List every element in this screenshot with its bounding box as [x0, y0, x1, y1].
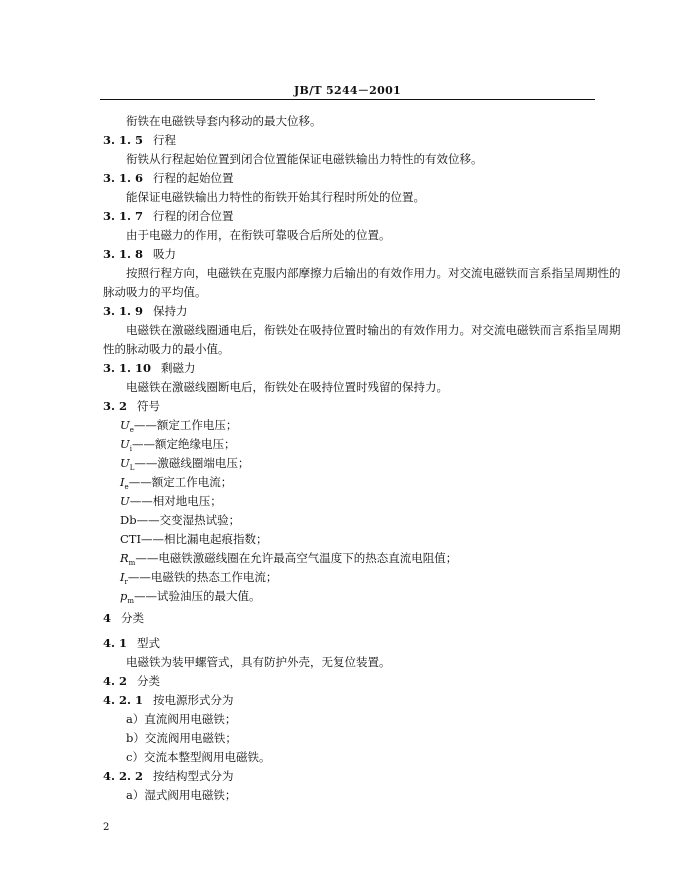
- section-title: 吸力: [153, 247, 177, 261]
- paragraph-line: 按照行程方向，电磁铁在克服内部摩擦力后输出的有效作用力。对交流电磁铁而言系指呈周期性的: [126, 266, 621, 280]
- symbol-description: ——电磁铁的热态工作电流；: [127, 570, 278, 584]
- header-rule: [100, 99, 595, 100]
- paragraph-line: 脉动吸力的平均值。: [103, 285, 207, 299]
- document-header: JB/T 5244－2001: [294, 84, 401, 97]
- section-number: 3. 1. 6: [103, 171, 144, 185]
- symbol-subscript: r: [124, 578, 128, 586]
- paragraph-line: 能保证电磁铁输出力特性的衔铁开始其行程时所处的位置。: [126, 190, 425, 204]
- section-number: 4: [103, 611, 112, 625]
- symbol-description: ——相比漏电起痕指数；: [141, 532, 268, 546]
- paragraph-line: 衔铁从行程起始位置到闭合位置能保证电磁铁输出力特性的有效位移。: [126, 152, 483, 166]
- list-item: b）交流阀用电磁铁；: [126, 731, 237, 745]
- symbol-description: ——交变湿热试验；: [136, 513, 241, 527]
- symbol-description: ——电磁铁激磁线圈在允许最高空气温度下的热态直流电阻值；: [135, 551, 458, 565]
- symbol: p: [120, 589, 128, 603]
- symbol-description: ——试验油压的最大值。: [134, 589, 261, 603]
- section-heading-4-2-2: [103, 769, 234, 783]
- section-heading-3-1-7: [103, 209, 234, 223]
- section-number: 3. 1. 8: [103, 247, 144, 261]
- section-number: 3. 1. 9: [103, 304, 144, 318]
- symbol-line: [120, 532, 268, 546]
- paragraph-line: 电磁铁在激磁线圈通电后，衔铁处在吸持位置时输出的有效作用力。对交流电磁铁而言系指呈周期: [126, 323, 621, 337]
- section-title: 按电源形式分为: [153, 693, 234, 707]
- list-item: c）交流本整型阀用电磁铁。: [126, 750, 271, 764]
- symbol-description: ——额定工作电压；: [133, 418, 238, 432]
- section-heading-3-2: [103, 399, 160, 413]
- symbol-line: [120, 418, 237, 437]
- paragraph-line: 电磁铁为装甲螺管式，具有防护外壳，无复位装置。: [126, 655, 391, 669]
- section-heading-3-1-10: [103, 361, 196, 375]
- section-number: 4. 2. 2: [103, 769, 144, 783]
- list-item: a）直流阀用电磁铁；: [126, 712, 237, 726]
- paragraph-line: 电磁铁在激磁线圈断电后，衔铁处在吸持位置时残留的保持力。: [126, 380, 448, 394]
- page-number: 2: [103, 822, 110, 833]
- section-title: 分类: [137, 674, 161, 688]
- section-title: 剩磁力: [161, 361, 196, 375]
- symbol-line: [120, 437, 235, 456]
- section-title: 行程的闭合位置: [153, 209, 234, 223]
- section-heading-4-2: [103, 674, 160, 688]
- symbol-line: [120, 513, 240, 527]
- paragraph-line: 衔铁在电磁铁导套内移动的最大位移。: [126, 114, 322, 128]
- section-heading-3-1-8: [103, 247, 176, 261]
- symbol-line: [120, 475, 232, 494]
- paragraph-line: 由于电磁力的作用，在衔铁可靠吸合后所处的位置。: [126, 228, 391, 242]
- symbol-subscript: m: [127, 597, 135, 605]
- symbol: U: [120, 418, 130, 432]
- section-title: 型式: [137, 636, 161, 650]
- section-number: 3. 1. 5: [103, 133, 144, 147]
- symbol-line: [120, 551, 457, 570]
- symbol-subscript: e: [124, 483, 129, 491]
- section-heading-3-1-5: [103, 133, 176, 147]
- symbol: Db: [120, 513, 137, 527]
- section-number: 3. 1. 7: [103, 209, 144, 223]
- section-title: 按结构型式分为: [153, 769, 234, 783]
- symbol-description: ——额定绝缘电压；: [131, 437, 236, 451]
- paragraph-line: 性的脉动吸力的最小值。: [103, 342, 230, 356]
- section-heading-3-1-6: [103, 171, 234, 185]
- symbol-subscript: L: [129, 464, 135, 472]
- section-heading-4: [103, 611, 144, 625]
- symbol: U: [120, 456, 130, 470]
- symbol-line: [120, 589, 261, 608]
- symbol: I: [120, 570, 125, 584]
- symbol-description: ——额定工作电流；: [128, 475, 233, 489]
- section-title: 行程: [153, 133, 177, 147]
- symbol-description: ——激磁线圈端电压；: [134, 456, 250, 470]
- symbol: R: [120, 551, 129, 565]
- symbol-line: [120, 494, 222, 508]
- symbol-line: [120, 456, 249, 475]
- section-title: 符号: [137, 399, 161, 413]
- section-number: 4. 2. 1: [103, 693, 144, 707]
- section-number: 4. 2: [103, 674, 128, 688]
- section-title: 行程的起始位置: [153, 171, 234, 185]
- section-number: 3. 2: [103, 399, 128, 413]
- section-heading-4-2-1: [103, 693, 234, 707]
- section-number: 4. 1: [103, 636, 128, 650]
- symbol-line: [120, 570, 277, 589]
- symbol: I: [120, 475, 125, 489]
- section-title: 分类: [121, 611, 145, 625]
- symbol-description: ——相对地电压；: [129, 494, 222, 508]
- list-item: a）湿式阀用电磁铁；: [126, 788, 237, 802]
- section-number: 3. 1. 10: [103, 361, 152, 375]
- section-heading-3-1-9: [103, 304, 188, 318]
- symbol-subscript: i: [129, 445, 132, 453]
- symbol-subscript: e: [129, 426, 134, 434]
- symbol: U: [120, 494, 130, 508]
- section-title: 保持力: [153, 304, 188, 318]
- section-heading-4-1: [103, 636, 160, 650]
- symbol: U: [120, 437, 130, 451]
- symbol: CTI: [120, 532, 142, 546]
- symbol-subscript: m: [128, 559, 136, 567]
